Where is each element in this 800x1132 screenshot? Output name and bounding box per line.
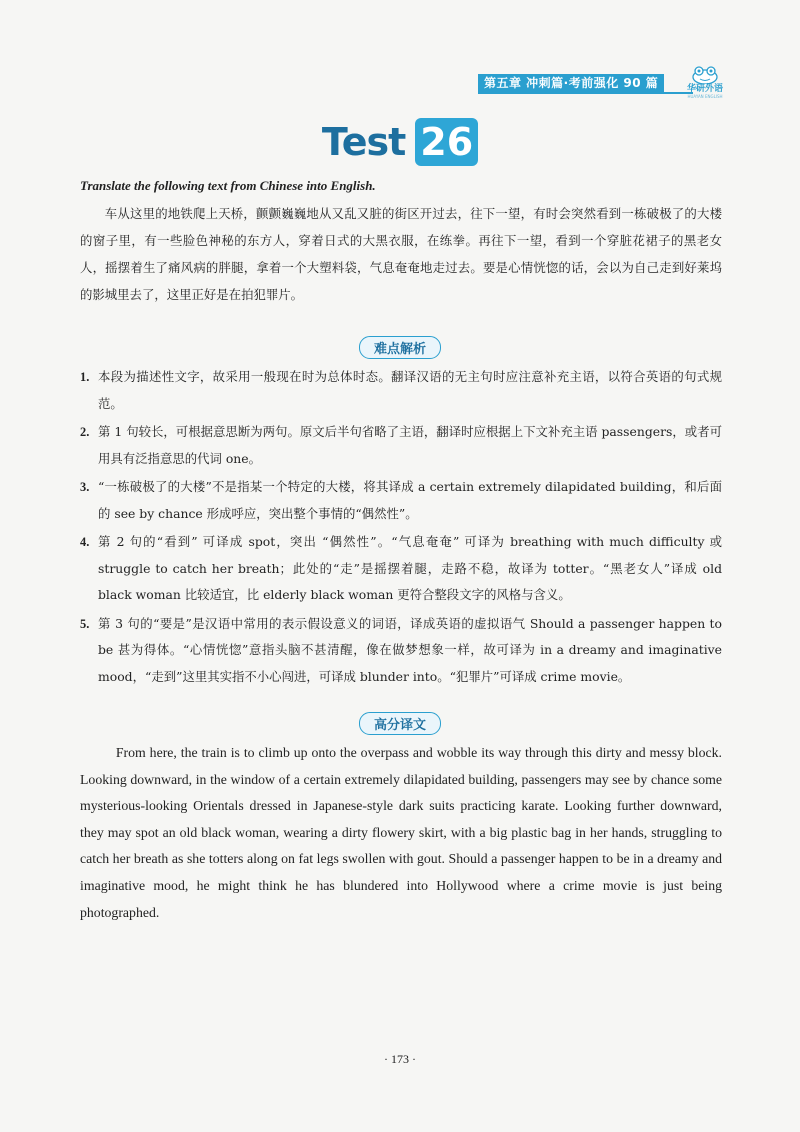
notes-list	[80, 364, 722, 690]
note-number: 5.	[80, 616, 90, 631]
publisher-name: 华研外语	[686, 84, 723, 94]
source-text: 车从这里的地铁爬上天桥，颤颤巍巍地从又乱又脏的街区开过去，往下一望，有时会突然看到一栋破极了的大楼的窗子里，有一些脸色神秘的东方人，穿着日式的大黑衣服，在练拳。再往下一望，看到一个穿脏花裙子的黑老女人，摇摆着生了痛风病的胖腿，拿着一个大塑料袋，气息奄奄地走过去。要是心情恍惚的话，会以为自己走到好莱坞的影城里去了，这里正好是在拍犯罪片。	[80, 206, 722, 302]
page-number: · 173 ·	[384, 1052, 416, 1066]
note-item	[80, 419, 722, 472]
note-text: 第 3 句的“要是”是汉语中常用的表示假设意义的词语，译成英语的虚拟语气 Should a passenger happen to be 甚为得体。“心情恍惚”意指头脑不甚清醒，像在做梦想象一样，故可译为 in a dreamy and imaginative mood，“走到”这里其实指不小心闯进，可译成 blunder into。“犯罪片”可译成 crime movie。	[98, 615, 722, 684]
publisher-logo	[680, 66, 730, 100]
note-number: 4.	[80, 535, 90, 549]
translation-text: From here, the train is to climb up onto the overpass and wobble its way through this dirty and messy block. Looking downward, in the window of a certain extremely dilapidated building, passengers may see by chance some mysterious-looking Orientals dressed in Japanese-style dark suits practicing karate. Looking further downward, they may spot an old black woman, wearing a dirty flowery skirt, with a big plastic bag in her hands, struggling to catch her breath as she totters along on fat legs swollen with gout. Should a passenger happen to be in a dreamy and imaginative mood, he might think he has blundered into Hollywood where a crime movie is just being photographed.	[80, 745, 722, 920]
test-number: 26	[415, 118, 478, 166]
note-text: 第 2 句的“看到” 可译成 spot，突出 “偶然性”。“气息奄奄” 可译为 breathing with much difficulty 或 struggle to catch her breath；此处的“走”是摇摆着腿，走路不稳，故译为 totter。“黑老女人”译成 old black woman 比较适宜，比 elderly black woman 更符合整段文字的风格与含义。	[98, 534, 722, 602]
test-word: Test	[321, 120, 406, 164]
header-rule	[478, 92, 693, 94]
note-text: “一栋破极了的大楼”不是指某一个特定的大楼，将其译成 a certain extremely dilapidated building，和后面的 see by chance 形成呼应，突出整个事情的“偶然性”。	[98, 479, 722, 521]
translation-heading-label: 高分译文	[359, 712, 441, 735]
note-item	[80, 611, 722, 691]
note-item	[80, 529, 722, 609]
chapter-banner: 第五章 冲刺篇·考前强化 90 篇	[478, 74, 664, 92]
note-number: 1.	[80, 370, 90, 384]
frog-mascot-icon	[690, 66, 720, 84]
notes-heading	[0, 336, 800, 359]
notes-heading-label: 难点解析	[359, 336, 441, 359]
note-item	[80, 364, 722, 417]
note-number: 3.	[80, 480, 90, 494]
note-number: 2.	[80, 425, 90, 439]
note-text: 第 1 句较长，可根据意思断为两句。原文后半句省略了主语，翻译时应根据上下文补充主语 passengers，或者可用具有泛指意思的代词 one。	[98, 424, 722, 466]
instruction: Translate the following text from Chinese into English.	[80, 178, 376, 193]
note-text: 本段为描述性文字，故采用一般现在时为总体时态。翻译汉语的无主句时应注意补充主语，以符合英语的句式规范。	[98, 369, 722, 411]
test-title	[0, 118, 800, 168]
translation-heading	[0, 712, 800, 735]
publisher-subtitle: HUAYAN ENGLISH	[687, 94, 723, 99]
note-item	[80, 474, 722, 527]
